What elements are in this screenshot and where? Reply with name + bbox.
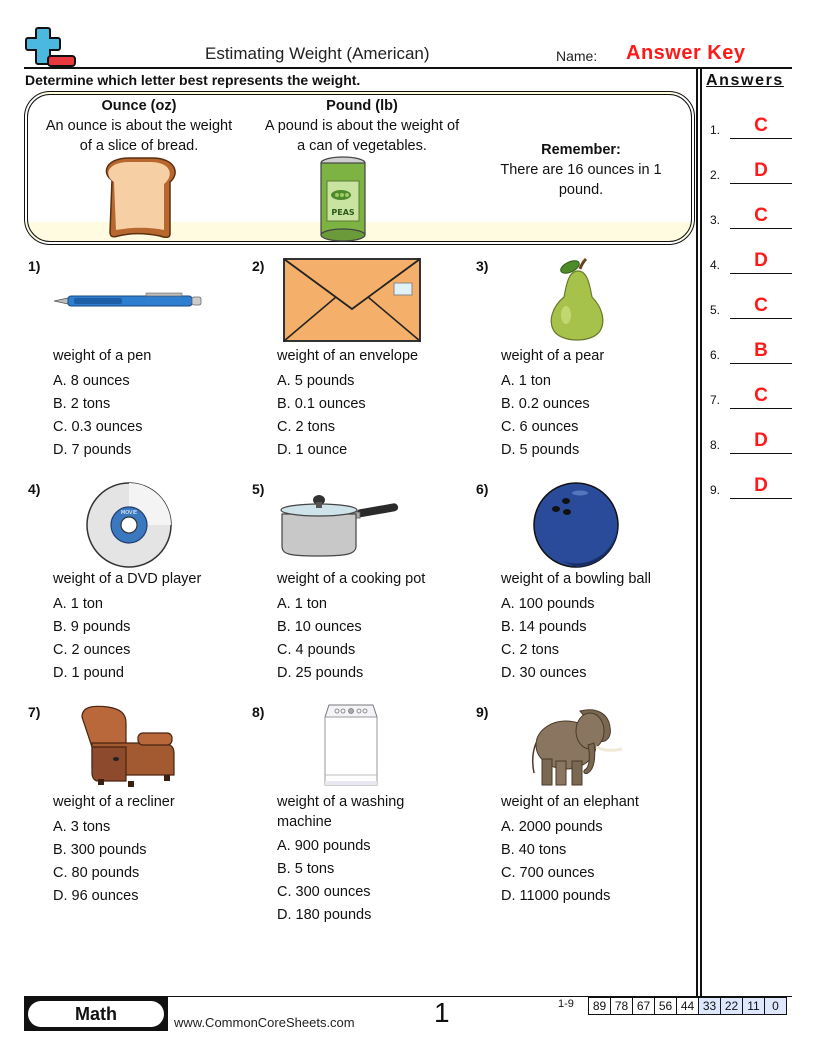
problem-8-option-d: D. 180 pounds	[277, 907, 372, 923]
problem-4-number: 4)	[28, 481, 41, 497]
answer-row-6	[710, 340, 792, 364]
answer-3-blank	[730, 228, 792, 229]
answer-row-5	[710, 295, 792, 319]
svg-text:MOVIE: MOVIE	[120, 510, 138, 516]
answer-2-value: D	[754, 160, 768, 181]
name-label: Name:	[556, 48, 598, 64]
problem-6-option-d: D. 30 ounces	[501, 665, 587, 681]
pound-heading: Pound (lb)	[326, 98, 398, 114]
svg-text:PEAS: PEAS	[331, 208, 355, 217]
problem-6-option-b: B. 14 pounds	[501, 619, 587, 635]
problem-5-option-a: A. 1 ton	[277, 596, 327, 612]
problem-3-option-d: D. 5 pounds	[501, 442, 580, 458]
score-cell: 33	[699, 998, 721, 1015]
pound-desc-line1: A pound is about the weight of	[264, 118, 460, 134]
score-cell: 0	[765, 998, 787, 1015]
score-range-label: 1-9	[558, 998, 574, 1010]
score-cell: 89	[589, 998, 611, 1015]
problem-8-option-b: B. 5 tons	[277, 861, 335, 877]
pound-desc-line2: a can of vegetables.	[297, 138, 427, 154]
elephant-icon	[526, 703, 626, 789]
ounce-reference	[34, 96, 244, 156]
ounce-desc-line2: of a slice of bread.	[79, 138, 199, 154]
problem-5-prompt: weight of a cooking pot	[277, 571, 426, 587]
problem-4-option-c: C. 2 ounces	[53, 642, 131, 658]
problem-2-prompt: weight of an envelope	[277, 348, 419, 364]
pen-icon	[54, 291, 204, 311]
problem-5-option-d: D. 25 pounds	[277, 665, 364, 681]
problem-4-option-a: A. 1 ton	[53, 596, 103, 612]
bowling-ball-icon	[532, 481, 620, 569]
answer-1-number: 1.	[710, 123, 721, 137]
name-field-value: Answer Key	[626, 42, 746, 64]
problem-3-number: 3)	[476, 258, 489, 274]
answers-column-divider	[696, 69, 702, 996]
problem-7-option-d: D. 96 ounces	[53, 888, 139, 904]
answer-5-blank	[730, 318, 792, 319]
problem-1-prompt: weight of a pen	[53, 348, 152, 364]
problem-8-number: 8)	[252, 704, 265, 720]
score-table	[588, 997, 787, 1015]
answer-row-4	[710, 250, 792, 274]
answer-1-value: C	[754, 115, 768, 136]
problem-9-option-b: B. 40 tons	[501, 842, 567, 858]
score-cell: 11	[743, 998, 765, 1015]
problem-6-prompt: weight of a bowling ball	[501, 571, 651, 587]
answer-row-9	[710, 475, 792, 499]
bread-slice-icon	[100, 156, 180, 240]
answer-4-number: 4.	[710, 258, 721, 272]
answer-9-blank	[730, 498, 792, 499]
problem-7-number: 7)	[28, 704, 41, 720]
problem-7-option-a: A. 3 tons	[53, 819, 111, 835]
remember-line1: There are 16 ounces in 1	[500, 162, 662, 178]
ounce-heading: Ounce (oz)	[101, 98, 177, 114]
problem-2-options	[277, 370, 366, 462]
problem-8-options	[277, 835, 371, 927]
problem-5-number: 5)	[252, 481, 265, 497]
problem-1-option-a: A. 8 ounces	[53, 373, 130, 389]
problem-6-number: 6)	[476, 481, 489, 497]
pear-icon	[544, 257, 610, 343]
score-cell: 56	[655, 998, 677, 1015]
problem-6-options	[501, 593, 595, 685]
answer-6-blank	[730, 363, 792, 364]
plus-minus-logo-icon	[24, 26, 80, 68]
answer-8-blank	[730, 453, 792, 454]
answer-8-number: 8.	[710, 438, 721, 452]
score-cell: 22	[721, 998, 743, 1015]
remember-line2: pound.	[558, 182, 604, 198]
problem-3-option-b: B. 0.2 ounces	[501, 396, 590, 412]
score-cell: 44	[677, 998, 699, 1015]
answer-4-blank	[730, 273, 792, 274]
problem-9-options	[501, 816, 610, 908]
ounce-desc-line1: An ounce is about the weight	[45, 118, 233, 134]
subject-label: Math	[28, 1001, 164, 1027]
problem-5-option-b: B. 10 ounces	[277, 619, 362, 635]
problem-1-option-d: D. 7 pounds	[53, 442, 132, 458]
problem-2-option-c: C. 2 tons	[277, 419, 336, 435]
instructions: Determine which letter best represents the weight.	[25, 72, 361, 88]
problem-7-option-c: C. 80 pounds	[53, 865, 140, 881]
problem-8-prompt	[277, 792, 404, 832]
problem-8-prompt-line2: machine	[277, 814, 332, 830]
remember-heading: Remember:	[541, 142, 621, 158]
problem-9-option-a: A. 2000 pounds	[501, 819, 603, 835]
can-of-peas-icon	[318, 155, 368, 243]
answer-9-number: 9.	[710, 483, 721, 497]
problem-4-option-b: B. 9 pounds	[53, 619, 131, 635]
answer-4-value: D	[754, 250, 768, 271]
answer-row-7	[710, 385, 792, 409]
answer-5-number: 5.	[710, 303, 721, 317]
answer-1-blank	[730, 138, 792, 139]
problem-2-option-d: D. 1 ounce	[277, 442, 348, 458]
answer-7-blank	[730, 408, 792, 409]
problem-2-option-b: B. 0.1 ounces	[277, 396, 366, 412]
problem-1-number: 1)	[28, 258, 41, 274]
problem-9-prompt: weight of an elephant	[501, 794, 639, 810]
problem-8-prompt-line1: weight of a washing	[277, 794, 405, 810]
answer-3-number: 3.	[710, 213, 721, 227]
problem-3-option-c: C. 6 ounces	[501, 419, 579, 435]
answer-2-blank	[730, 183, 792, 184]
problem-8-option-a: A. 900 pounds	[277, 838, 371, 854]
answer-8-value: D	[754, 430, 768, 451]
problem-1-options	[53, 370, 142, 462]
problem-4-prompt: weight of a DVD player	[53, 571, 202, 587]
envelope-icon	[282, 257, 422, 343]
answer-7-value: C	[754, 385, 768, 406]
washing-machine-icon	[323, 703, 379, 787]
recliner-chair-icon	[78, 703, 176, 787]
dvd-disc-icon	[85, 481, 173, 569]
problem-2-option-a: A. 5 pounds	[277, 373, 355, 389]
problem-7-prompt: weight of a recliner	[53, 794, 175, 810]
score-cell: 78	[611, 998, 633, 1015]
problem-1-option-b: B. 2 tons	[53, 396, 111, 412]
answer-6-number: 6.	[710, 348, 721, 362]
answer-row-1	[710, 115, 792, 139]
problem-5-options	[277, 593, 363, 685]
problem-8-option-c: C. 300 ounces	[277, 884, 371, 900]
answer-3-value: C	[754, 205, 768, 226]
problem-5-option-c: C. 4 pounds	[277, 642, 356, 658]
problem-9-option-c: C. 700 ounces	[501, 865, 595, 881]
problem-2-number: 2)	[252, 258, 265, 274]
remember-note	[488, 140, 674, 200]
header-divider	[24, 67, 792, 69]
answer-5-value: C	[754, 295, 768, 316]
answer-6-value: B	[754, 340, 768, 361]
problem-3-option-a: A. 1 ton	[501, 373, 551, 389]
pound-reference	[252, 96, 472, 156]
problem-7-options	[53, 816, 147, 908]
problem-6-option-a: A. 100 pounds	[501, 596, 595, 612]
answer-2-number: 2.	[710, 168, 721, 182]
worksheet-title: Estimating Weight (American)	[205, 44, 430, 63]
website-link[interactable]: www.CommonCoreSheets.com	[174, 1015, 355, 1030]
score-cell: 67	[633, 998, 655, 1015]
problem-6-option-c: C. 2 tons	[501, 642, 560, 658]
problem-3-options	[501, 370, 590, 462]
problem-1-option-c: C. 0.3 ounces	[53, 419, 143, 435]
problem-4-options	[53, 593, 130, 685]
cooking-pot-icon	[278, 488, 400, 558]
answer-row-2	[710, 160, 792, 184]
problem-7-option-b: B. 300 pounds	[53, 842, 147, 858]
answer-row-3	[710, 205, 792, 229]
answer-9-value: D	[754, 475, 768, 496]
answer-row-8	[710, 430, 792, 454]
answer-7-number: 7.	[710, 393, 721, 407]
problem-4-option-d: D. 1 pound	[53, 665, 124, 681]
page-number: 1	[434, 997, 450, 1028]
problem-9-option-d: D. 11000 pounds	[501, 888, 611, 904]
answers-heading: Answers	[706, 72, 784, 89]
problem-3-prompt: weight of a pear	[501, 348, 605, 364]
problem-9-number: 9)	[476, 704, 489, 720]
